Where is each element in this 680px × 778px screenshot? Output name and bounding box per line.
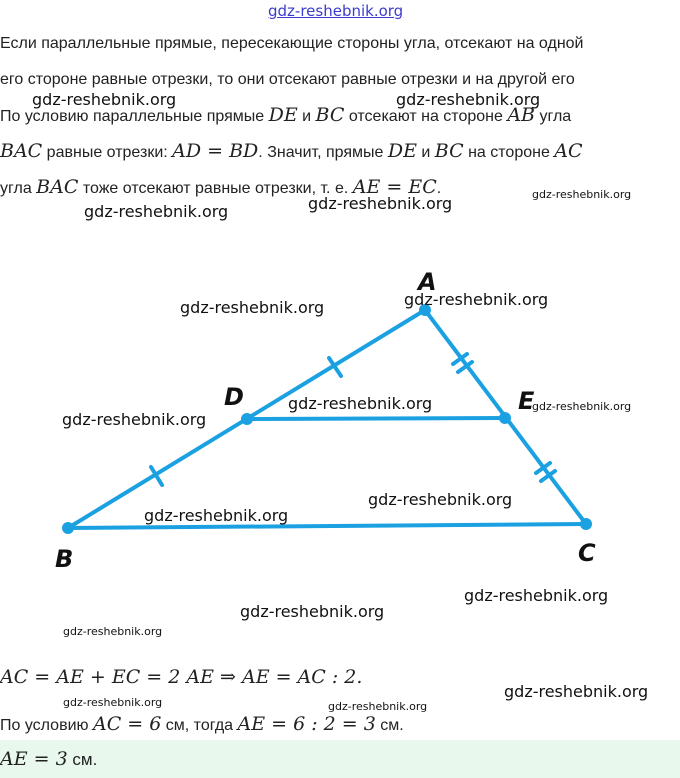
text-fragment: и (416, 144, 435, 161)
watermark: gdz-reshebnik.org (396, 90, 541, 109)
watermark: gdz-reshebnik.org (404, 290, 549, 309)
math-fragment: BAC (36, 176, 79, 198)
text-fragment: см. (375, 717, 404, 734)
watermark: gdz-reshebnik.org (532, 400, 632, 413)
text-fragment: тоже отсекают равные отрезки, т. е. (78, 180, 353, 197)
math-fragment: AE = EC (352, 176, 437, 198)
text-fragment: По условию (0, 717, 93, 734)
math-fragment: AB (507, 104, 536, 126)
label-c: C (578, 539, 596, 567)
math-fragment: AC (554, 140, 583, 162)
text-line-6 (0, 713, 404, 735)
math-fragment: BC (315, 104, 345, 126)
point-c (580, 518, 592, 530)
text-fragment: угла (535, 108, 572, 125)
text-line-1: Если параллельные прямые, пересекающие стороны угла, отсекают на одной (0, 35, 584, 52)
label-a: A (418, 268, 437, 296)
text-fragment: см. (67, 750, 98, 769)
text-fragment: на стороне (463, 144, 555, 161)
watermark: gdz-reshebnik.org (240, 602, 385, 621)
text-line-2: его стороне равные отрезки, то они отсекают равные отрезки и на другой его (0, 71, 575, 88)
math-fragment: BAC (0, 140, 43, 162)
text-fragment: и (297, 108, 316, 125)
answer-text (0, 748, 97, 770)
answer-box (0, 740, 680, 778)
watermark: gdz-reshebnik.org (63, 625, 163, 638)
watermark: gdz-reshebnik.org (504, 682, 649, 701)
watermark: gdz-reshebnik.org (144, 506, 289, 525)
text-fragment: см, тогда (161, 717, 238, 734)
math-fragment: AE = 6 : 2 = 3 (237, 713, 376, 735)
point-d (241, 413, 253, 425)
math-fragment: AE = 3 (0, 748, 68, 770)
watermark: gdz-reshebnik.org (368, 490, 513, 509)
watermark: gdz-reshebnik.org (180, 298, 325, 317)
watermark: gdz-reshebnik.org (63, 696, 163, 709)
watermark: gdz-reshebnik.org (328, 700, 428, 713)
point-e (499, 412, 511, 424)
text-fragment: По условию параллельные прямые (0, 108, 269, 125)
math-fragment: AC = AE + EC = 2 AE ⇒ AE = AC : 2. (0, 666, 363, 688)
watermark: gdz-reshebnik.org (532, 188, 632, 201)
watermark: gdz-reshebnik.org (308, 194, 453, 213)
math-fragment: AC = 6 (92, 713, 162, 735)
watermark: gdz-reshebnik.org (464, 586, 609, 605)
math-fragment: DE (387, 140, 417, 162)
text-fragment: . (436, 180, 442, 197)
segment-de (247, 418, 505, 419)
math-fragment: BC (434, 140, 464, 162)
text-fragment: отсекают на стороне (344, 108, 508, 125)
label-e: E (518, 387, 535, 415)
math-fragment: AD = BD (172, 140, 259, 162)
watermark: gdz-reshebnik.org (84, 202, 229, 221)
math-fragment: DE (268, 104, 298, 126)
label-d: D (224, 383, 244, 411)
watermark: gdz-reshebnik.org (288, 394, 433, 413)
header-link[interactable]: gdz-reshebnik.org (268, 2, 404, 20)
text-fragment: . Значит, прямые (258, 144, 388, 161)
formula-line (0, 666, 362, 688)
point-b (62, 522, 74, 534)
text-fragment: равные отрезки: (42, 144, 173, 161)
watermark: gdz-reshebnik.org (32, 90, 177, 109)
watermark: gdz-reshebnik.org (62, 410, 207, 429)
label-b: B (55, 545, 74, 573)
text-fragment: угла (0, 180, 37, 197)
